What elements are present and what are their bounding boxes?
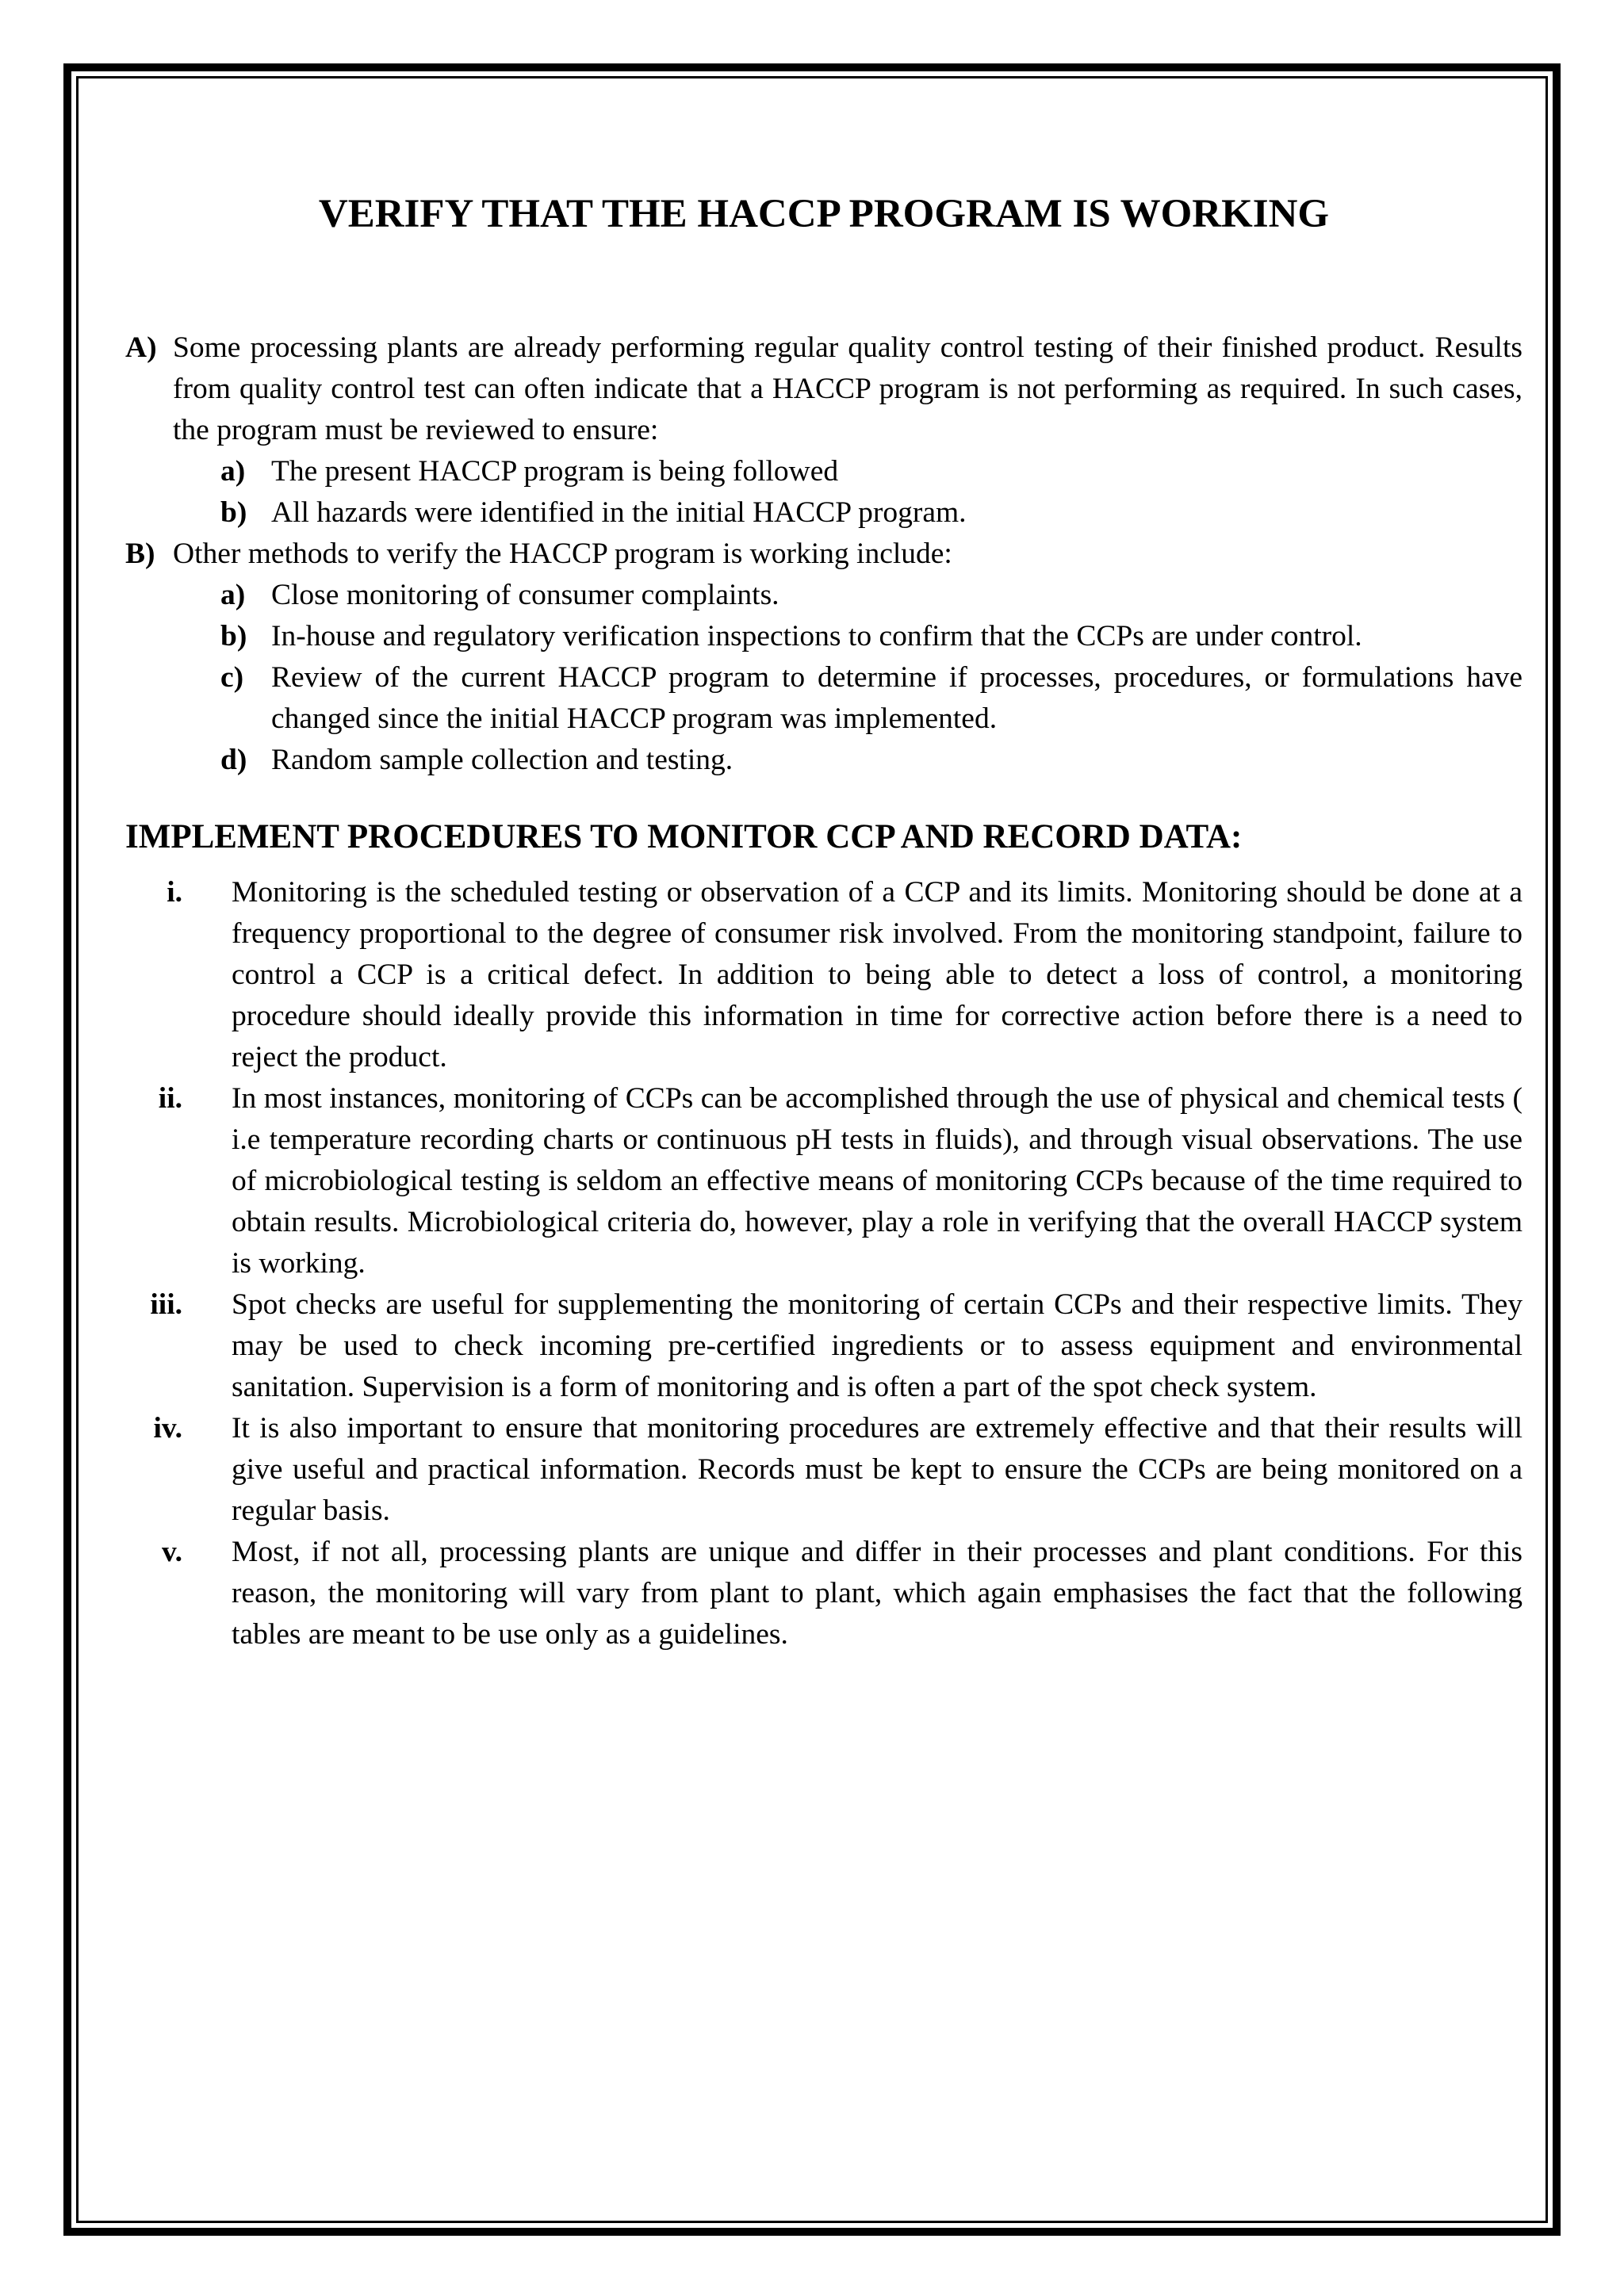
- monitor-list: [125, 872, 1522, 1655]
- sub-item-text: Review of the current HACCP program to determine if processes, procedures, or formulations have changed since the initial HACCP program was implemented.: [271, 661, 1522, 736]
- list-item-b: [125, 534, 1522, 575]
- monitor-item: [125, 1284, 1522, 1408]
- roman-marker: ii.: [158, 1081, 182, 1115]
- sub-item: [125, 492, 1522, 534]
- sub-item-marker: a): [220, 579, 246, 612]
- page-title: VERIFY THAT THE HACCP PROGRAM IS WORKING: [318, 192, 1330, 236]
- sub-item-marker: c): [220, 661, 244, 695]
- sub-item: [125, 740, 1522, 781]
- sub-item-text: All hazards were identified in the initial HACCP program.: [271, 496, 967, 530]
- roman-marker: v.: [161, 1535, 182, 1568]
- monitor-item-text: Spot checks are useful for supplementing the monitoring of certain CCPs and their respective limits. They may be used to check incoming pre-certified ingredients or to assess equipment and environmental sanitation. Supervision is a form of monitoring and is often a part of the spot check system.: [232, 1288, 1522, 1403]
- sub-item-text: Random sample collection and testing.: [271, 744, 733, 777]
- sub-item-text: The present HACCP program is being followed: [271, 455, 839, 488]
- sub-item: [125, 616, 1522, 657]
- list-marker: A): [125, 331, 157, 365]
- list-marker: B): [125, 538, 155, 571]
- monitor-item: [125, 1408, 1522, 1532]
- monitor-item-text: Most, if not all, processing plants are unique and differ in their processes and plant conditions. For this reason, the monitoring will vary from plant to plant, which again emphasises the fact that the following tables are meant to be use only as a guidelines.: [232, 1535, 1522, 1651]
- sub-item: [125, 451, 1522, 492]
- monitor-item-text: Monitoring is the scheduled testing or observation of a CCP and its limits. Monitoring should be done at a frequency proportional to the degree of consumer risk involved. From the monitoring standpoint, failure to control a CCP is a critical defect. In addition to being able to detect a loss of control, a monitoring procedure should ideally provide this information in time for corrective action before there is a need to reject the product.: [232, 875, 1522, 1073]
- list-item-text: Some processing plants are already performing regular quality control testing of their finished product. Results from quality control test can often indicate that a HACCP program is not performing as required. In such cases, the program must be reviewed to ensure:: [173, 331, 1522, 447]
- section-a: [125, 327, 1522, 534]
- sub-item-text: Close monitoring of consumer complaints.: [271, 579, 779, 612]
- section-heading: IMPLEMENT PROCEDURES TO MONITOR CCP AND RECORD DATA:: [125, 818, 1243, 856]
- monitor-item: [125, 1532, 1522, 1655]
- monitor-item: [125, 1078, 1522, 1284]
- monitor-item: [125, 872, 1522, 1078]
- roman-marker: iv.: [153, 1411, 182, 1445]
- roman-marker: iii.: [150, 1288, 182, 1321]
- roman-marker: i.: [167, 875, 182, 909]
- sub-item-marker: b): [220, 620, 247, 653]
- list-item-a: [125, 327, 1522, 451]
- document-body: [125, 190, 1522, 1655]
- sub-item: [125, 575, 1522, 616]
- sub-item-marker: a): [220, 455, 246, 488]
- section-b: [125, 534, 1522, 781]
- monitor-item-text: It is also important to ensure that monitoring procedures are extremely effective and that their results will give useful and practical information. Records must be kept to ensure the CCPs are being monitored on a regular basis.: [232, 1411, 1522, 1527]
- sub-item: [125, 657, 1522, 740]
- monitor-item-text: In most instances, monitoring of CCPs can be accomplished through the use of physical and chemical tests ( i.e temperature recording charts or continuous pH tests in fluids), and through visual observations. The use of microbiological testing is seldom an effective means of monitoring CCPs because of the time required to obtain results. Microbiological criteria do, however, play a role in verifying that the overall HACCP system is working.: [232, 1081, 1522, 1280]
- sub-item-marker: b): [220, 496, 247, 530]
- sub-item-marker: d): [220, 744, 247, 777]
- list-item-text: Other methods to verify the HACCP program is working include:: [173, 538, 952, 571]
- sub-item-text: In-house and regulatory verification inspections to confirm that the CCPs are under control.: [271, 620, 1362, 653]
